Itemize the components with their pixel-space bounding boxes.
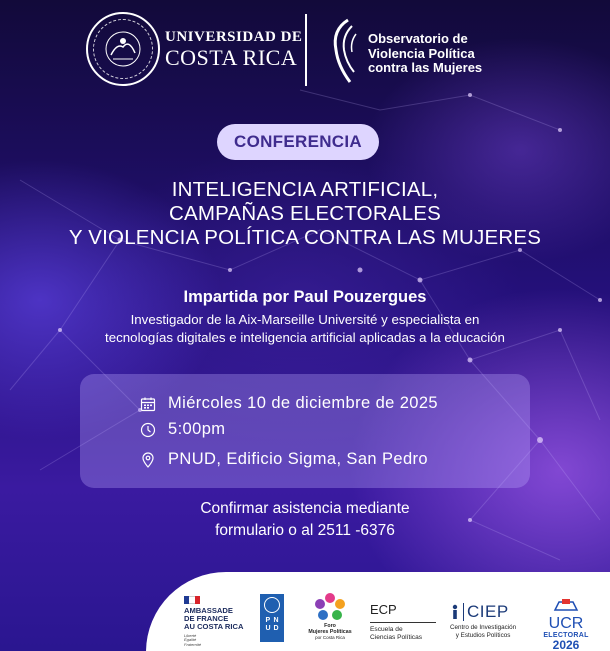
rsvp-line1: Confirmar asistencia mediante bbox=[200, 500, 410, 517]
location-pin-icon bbox=[140, 452, 156, 468]
event-place-row bbox=[140, 450, 428, 469]
ciep-subtitle bbox=[450, 624, 516, 639]
ciep-logo bbox=[450, 602, 516, 639]
title-line3: Y VIOLENCIA POLÍTICA CONTRA LAS MUJERES bbox=[68, 225, 542, 249]
ciep-figure-icon bbox=[450, 604, 460, 620]
ucr-electoral-year: 2026 bbox=[552, 638, 580, 651]
ecp-logo bbox=[370, 602, 436, 641]
pnud-letter-p: P bbox=[265, 617, 271, 624]
event-date: Miércoles 10 de diciembre de 2025 bbox=[168, 394, 439, 412]
observatorio-name bbox=[368, 32, 482, 76]
ucr-seal-logo bbox=[86, 12, 160, 86]
observatorio-line2: Violencia Política bbox=[368, 45, 475, 61]
rsvp-line2: formulario o al 2511 -6376 bbox=[215, 521, 395, 539]
french-motto bbox=[184, 634, 243, 648]
observatorio-line1: Observatorio de bbox=[368, 31, 468, 46]
sponsor-footer bbox=[146, 572, 610, 651]
event-time: 5:00pm bbox=[168, 420, 226, 438]
ecp-sub-line1: Escuela de bbox=[370, 626, 403, 633]
foro-flower-icon bbox=[313, 592, 347, 622]
speaker-bio bbox=[0, 311, 610, 348]
ucr-seal-icon bbox=[103, 29, 143, 69]
ucr-line2: COSTA RICA bbox=[165, 45, 298, 70]
conference-badge: CONFERENCIA bbox=[217, 124, 379, 160]
event-title bbox=[0, 178, 610, 249]
event-details-box bbox=[80, 374, 530, 488]
ambassade-line1: AMBASSADE bbox=[184, 606, 233, 615]
bio-line1: Investigador de la Aix-Marseille Université y especialista en bbox=[130, 312, 480, 327]
ucr-electoral-ucr: UCR bbox=[548, 615, 584, 632]
ucr-electoral-label: ELECTORAL bbox=[543, 632, 589, 639]
foro-mujeres-logo bbox=[304, 592, 356, 641]
ucr-electoral-logo bbox=[542, 598, 590, 651]
bio-line2: tecnologías digitales e inteligencia artificial aplicadas a la educación bbox=[105, 330, 505, 346]
ecp-subtitle bbox=[370, 622, 436, 641]
observatorio-line3: contra las Mujeres bbox=[368, 60, 483, 76]
foro-line3: por Costa Rica bbox=[315, 634, 345, 640]
ambassade-france-logo bbox=[184, 596, 243, 648]
pnud-logo bbox=[260, 594, 284, 642]
ballot-box-icon bbox=[551, 599, 581, 611]
event-time-row bbox=[140, 420, 225, 439]
header bbox=[0, 0, 610, 95]
ciep-sub-line1: Centro de Investigación bbox=[450, 624, 517, 631]
pnud-letter-n: N bbox=[273, 617, 279, 624]
event-place: PNUD, Edificio Sigma, San Pedro bbox=[168, 450, 429, 468]
french-flag-icon bbox=[184, 596, 200, 604]
ambassade-line2: DE FRANCE bbox=[184, 614, 229, 624]
calendar-icon bbox=[140, 396, 156, 412]
ucr-line1: UNIVERSIDAD DE bbox=[165, 29, 303, 45]
ciep-sub-line2: y Estudios Políticos bbox=[455, 631, 511, 639]
ecp-sub-line2: Ciencias Políticas bbox=[370, 633, 423, 641]
ecp-acronym: ECP bbox=[370, 602, 397, 617]
foro-line1: Foro bbox=[324, 623, 336, 629]
ciep-acronym: CIEP bbox=[467, 602, 509, 621]
title-line1: INTELIGENCIA ARTIFICIAL, bbox=[171, 178, 439, 201]
rsvp-text bbox=[0, 498, 610, 541]
speaker-name: Impartida por Paul Pouzergues bbox=[183, 288, 427, 306]
observatorio-profile-icon bbox=[326, 16, 366, 86]
header-divider bbox=[305, 14, 307, 86]
foro-line2: Mujeres Políticas bbox=[308, 628, 352, 635]
motto-line2: Égalité bbox=[184, 637, 197, 643]
pnud-letter-u: U bbox=[265, 625, 271, 632]
ambassade-line3: AU COSTA RICA bbox=[184, 622, 244, 632]
motto-line1: Liberté bbox=[184, 632, 197, 638]
ucr-wordmark bbox=[165, 30, 302, 69]
clock-icon bbox=[140, 422, 156, 438]
event-date-row bbox=[140, 394, 438, 413]
title-line2: CAMPAÑAS ELECTORALES bbox=[168, 201, 442, 225]
motto-line3: Fraternité bbox=[184, 642, 202, 648]
pnud-letter-d: D bbox=[273, 625, 279, 632]
un-globe-icon bbox=[264, 597, 280, 613]
ciep-wordmark bbox=[450, 602, 516, 622]
